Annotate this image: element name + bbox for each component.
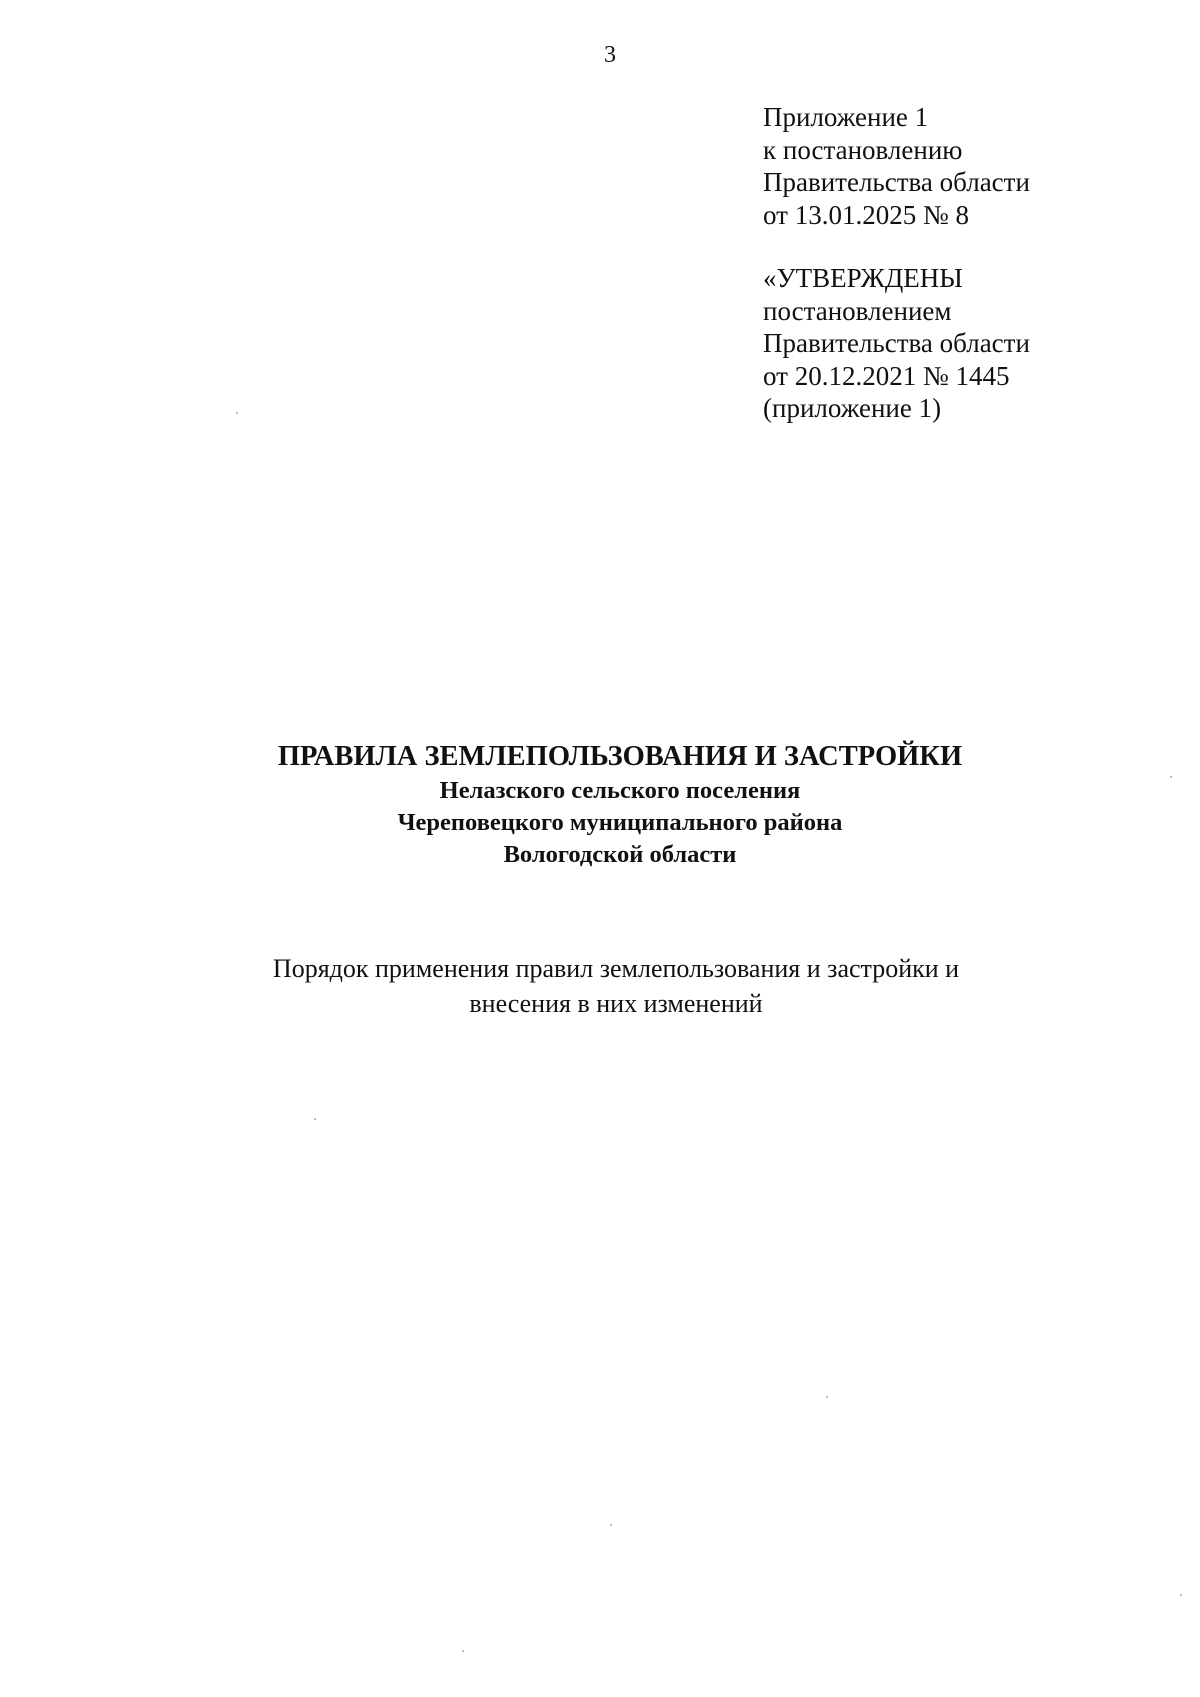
approved-line: постановлением (763, 295, 952, 326)
scan-speck (610, 1524, 612, 1526)
approved-line: (приложение 1) (763, 393, 942, 423)
scan-speck (314, 1118, 316, 1120)
section-line: Порядок применения правил землепользования и застройки и (272, 954, 960, 983)
scan-speck (826, 1396, 828, 1398)
section-heading (0, 951, 1200, 1021)
page-number: 3 (604, 42, 616, 68)
annex-line: Приложение 1 (763, 102, 929, 132)
scan-speck (236, 412, 238, 414)
scan-speck (462, 1650, 464, 1652)
approved-line: «УТВЕРЖДЕНЫ (763, 263, 963, 293)
annex-line: к постановлению (763, 134, 963, 165)
annex-line: от 13.01.2025 № 8 (763, 199, 969, 230)
annex-reference (763, 101, 1030, 231)
annex-line: Правительства области (763, 167, 1030, 197)
scan-speck (1170, 776, 1172, 778)
title-subline: Череповецкого муниципального района (397, 809, 843, 836)
scan-speck (1180, 1594, 1182, 1596)
document-title (0, 738, 1200, 871)
section-line: внесения в них изменений (469, 989, 763, 1018)
approval-stamp-text (763, 262, 1030, 425)
main-title: ПРАВИЛА ЗЕМЛЕПОЛЬЗОВАНИЯ И ЗАСТРОЙКИ (277, 741, 963, 772)
title-subline: Вологодской области (503, 841, 737, 868)
approved-line: Правительства области (763, 328, 1030, 358)
approved-line: от 20.12.2021 № 1445 (763, 360, 1010, 391)
title-subline: Нелазского сельского поселения (439, 777, 801, 804)
